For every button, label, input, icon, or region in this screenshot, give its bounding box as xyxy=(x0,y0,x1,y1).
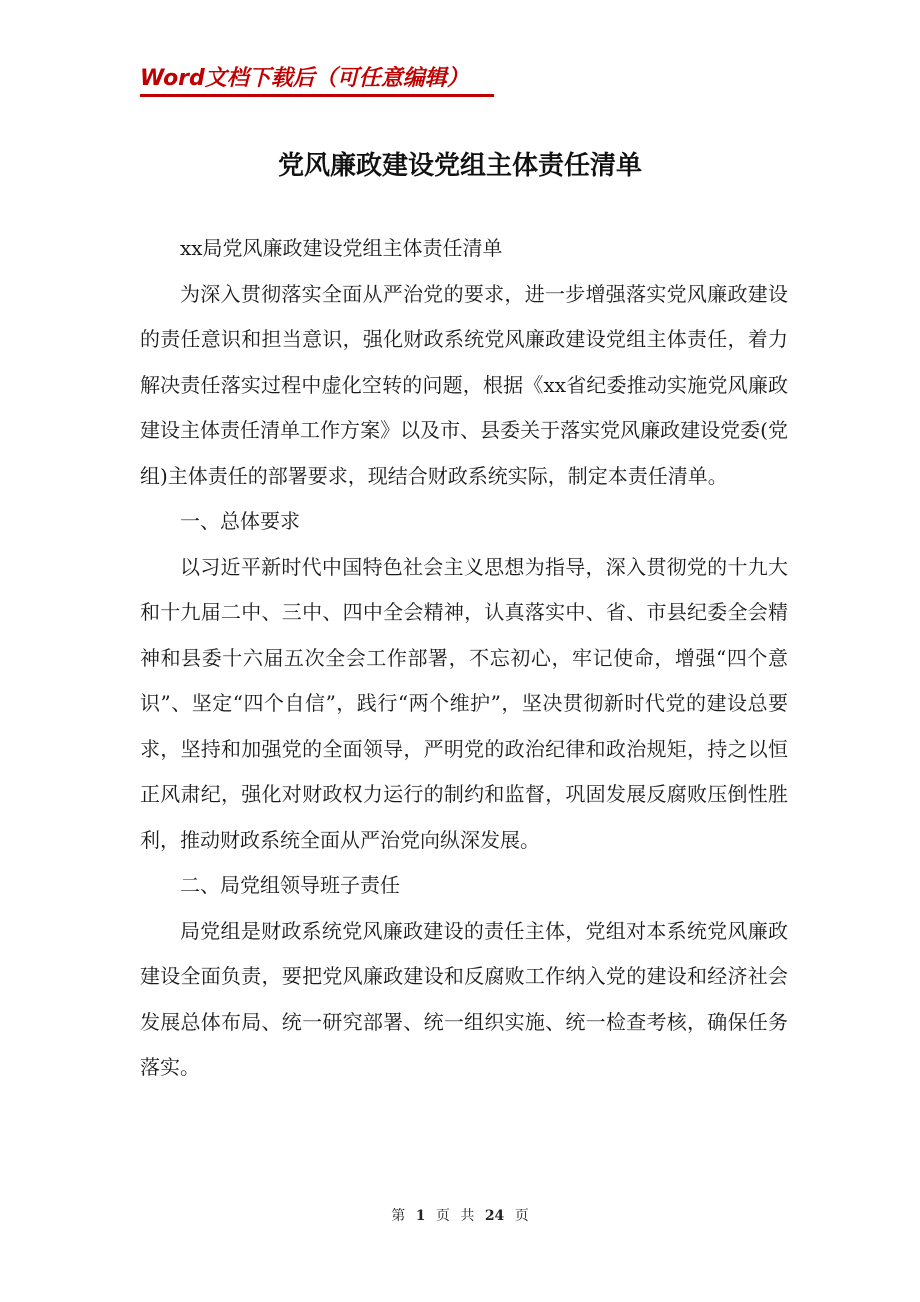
footer-total-word: 共 xyxy=(460,1208,475,1224)
section-heading-leadership-responsibility: 二、局党组领导班子责任 xyxy=(180,873,400,897)
banner-underline xyxy=(140,94,494,97)
section-heading-general-requirements: 一、总体要求 xyxy=(180,509,300,533)
footer-prefix: 第 xyxy=(391,1208,406,1224)
page-footer xyxy=(0,1206,920,1226)
footer-page-word: 页 xyxy=(435,1208,450,1224)
document-body xyxy=(140,226,788,1091)
paragraph-leadership-responsibility: 局党组是财政系统党风廉政建设的责任主体，党组对本系统党风廉政建设全面负责，要把党风廉政建设和反腐败工作纳入党的建设和经济社会发展总体布局、统一研究部署、统一组织实施、统一检查考核，确保任务落实。 xyxy=(140,918,788,1079)
total-page-count: 24 xyxy=(484,1208,505,1224)
footer-suffix: 页 xyxy=(514,1208,529,1224)
paragraph-intro: 为深入贯彻落实全面从严治党的要求，进一步增强落实党风廉政建设的责任意识和担当意识，强化财政系统党风廉政建设党组主体责任，着力解决责任落实过程中虚化空转的问题，根据《xx省纪委推动实施党风廉政建设主体责任清单工作方案》以及市、县委关于落实党风廉政建设党委(党组)主体责任的部署要求，现结合财政系统实际，制定本责任清单。 xyxy=(140,281,788,488)
paragraph-general-requirements: 以习近平新时代中国特色社会主义思想为指导，深入贯彻党的十九大和十九届二中、三中、四中全会精神，认真落实中、省、市县纪委全会精神和县委十六届五次全会工作部署，不忘初心，牢记使命，增强“四个意识”、坚定“四个自信”，践行“两个维护”，坚决贯彻新时代党的建设总要求，坚持和加强党的全面领导，严明党的政治纪律和政治规矩，持之以恒正风肃纪，强化对财政权力运行的制约和监督，巩固发展反腐败压倒性胜利，推动财政系统全面从严治党向纵深发展。 xyxy=(140,554,788,852)
download-banner-text: Word文档下载后（可任意编辑） xyxy=(140,66,469,91)
paragraph-subtitle: xx局党风廉政建设党组主体责任清单 xyxy=(180,236,503,260)
current-page-number: 1 xyxy=(415,1208,426,1224)
document-title: 党风廉政建设党组主体责任清单 xyxy=(277,151,642,181)
